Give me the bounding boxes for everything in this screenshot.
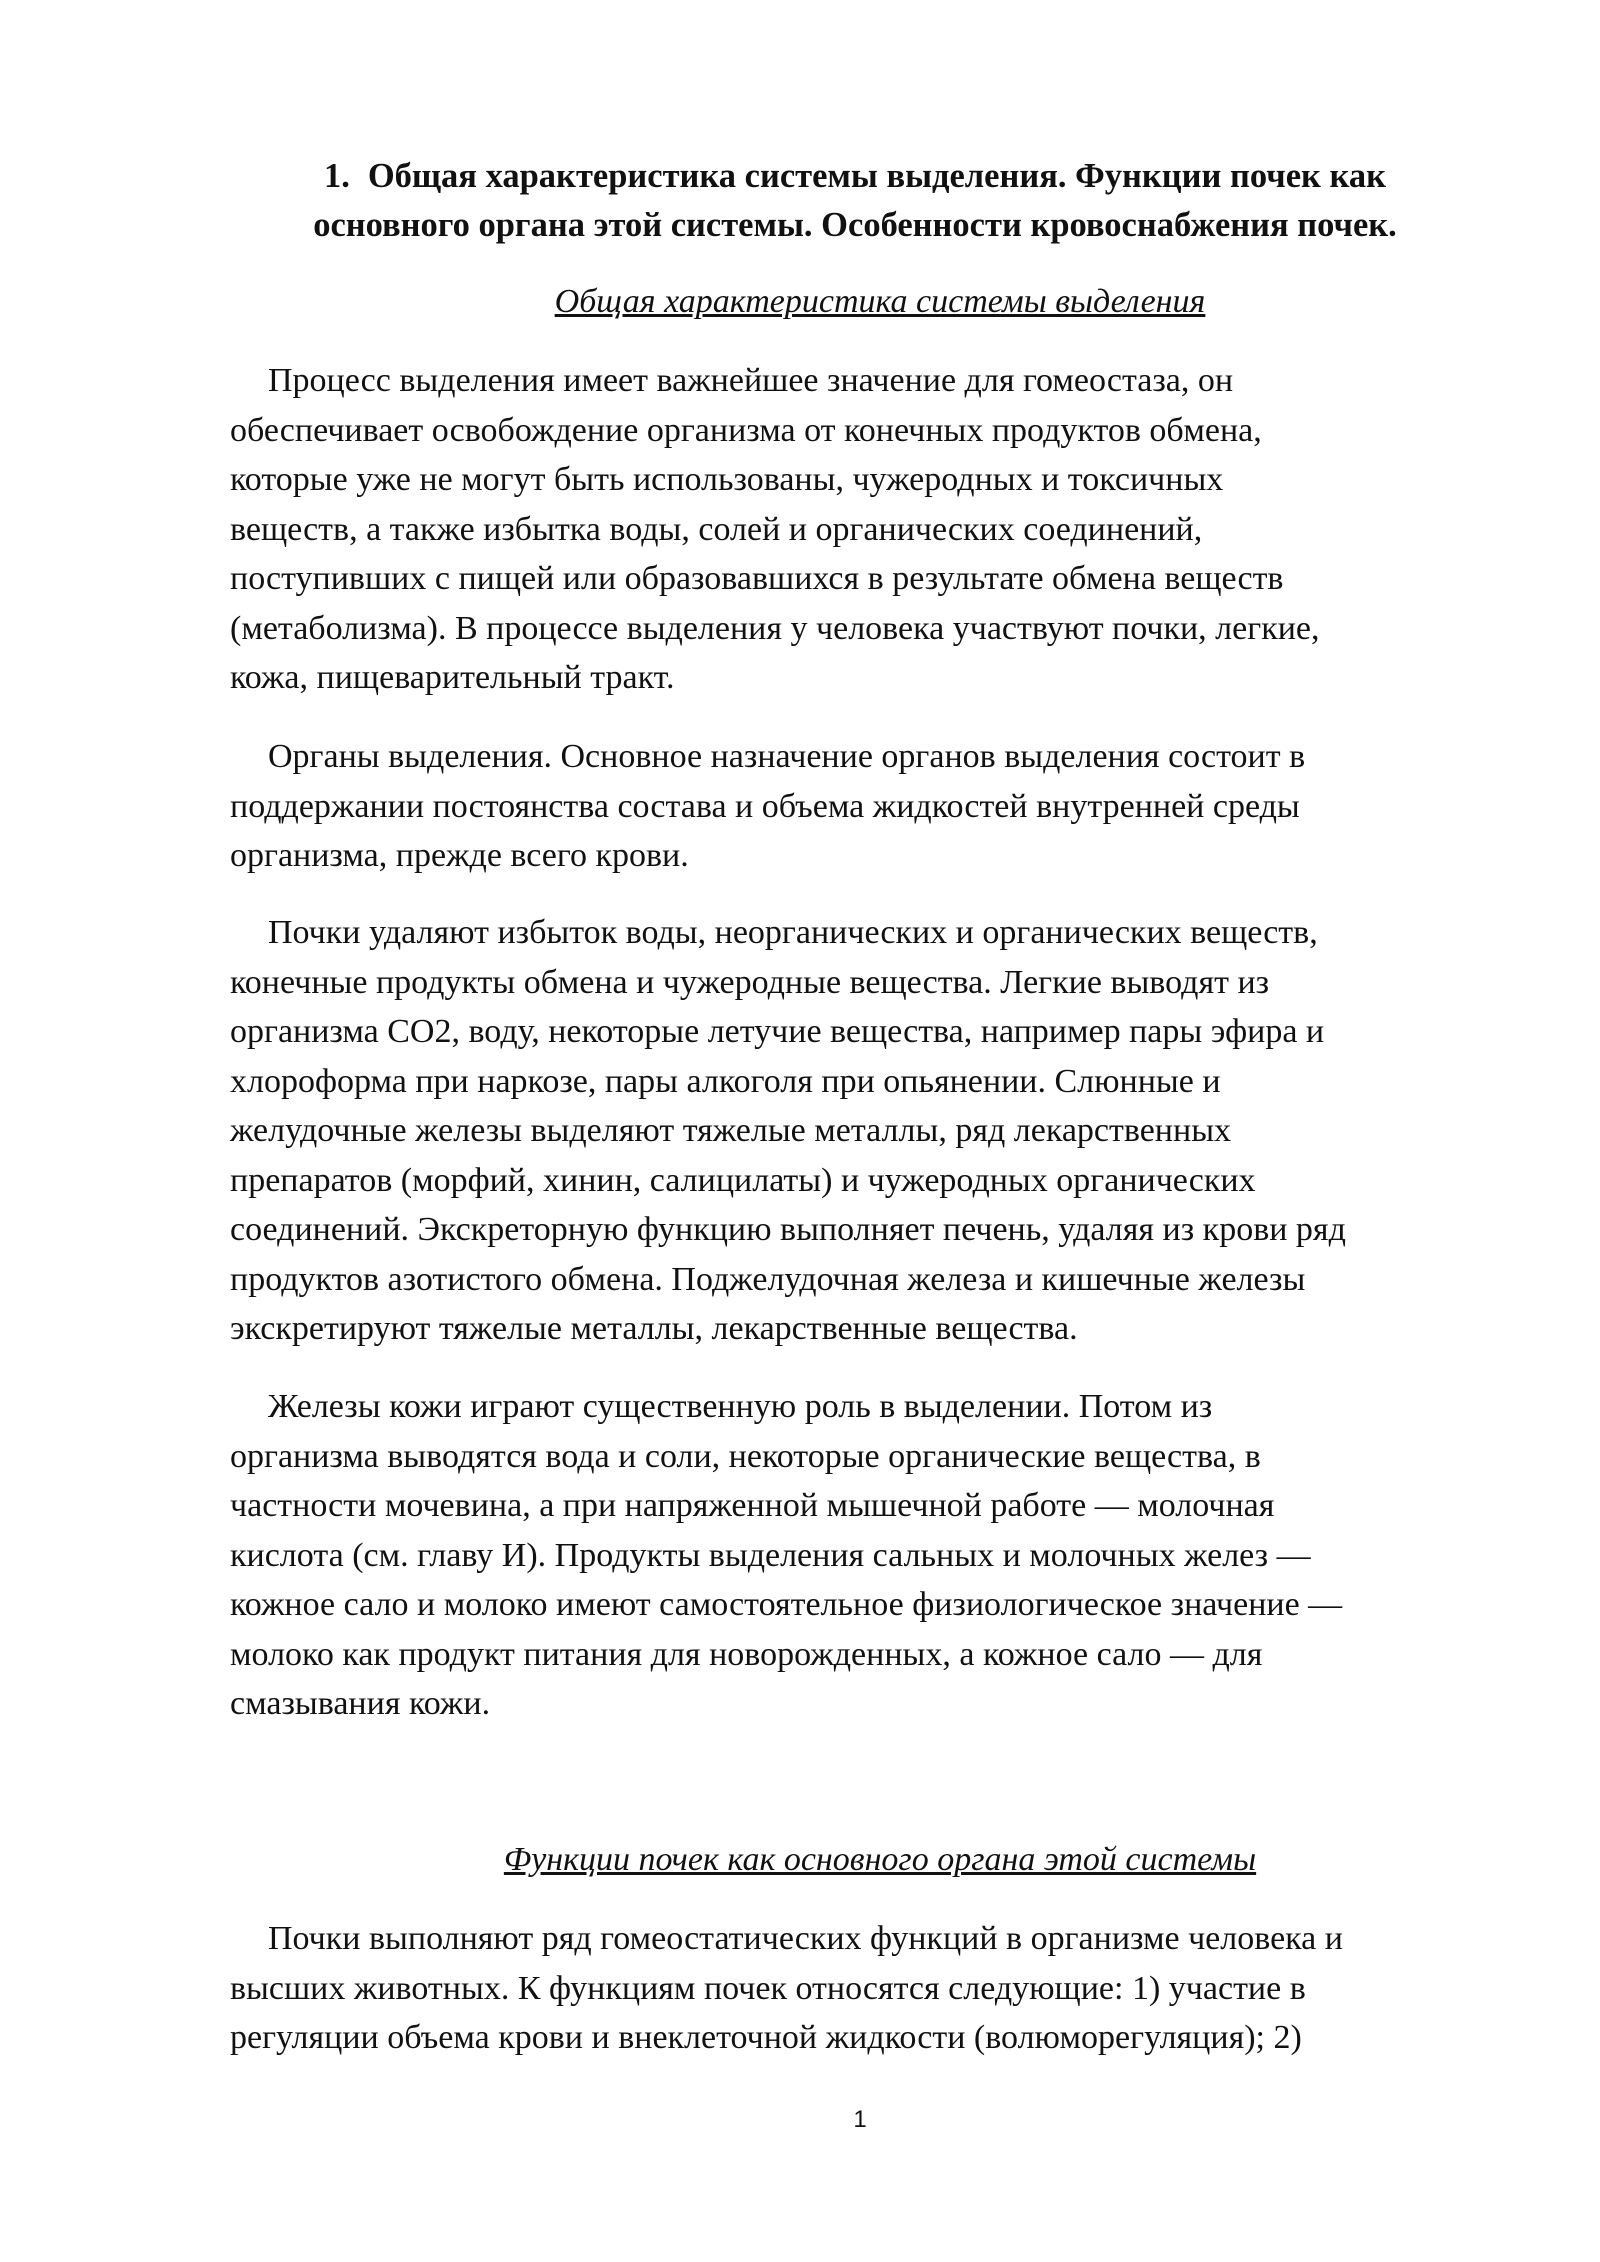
- section-2-title: Функции почек как основного органа этой системы: [503, 1841, 1257, 1878]
- paragraph-skin-glands: Железы кожи играют существенную роль в выделении. Потом из организма выводятся вода и соли, некоторые органические вещества, в частности мочевина, а при напряженной мышечной работе — молочная кислота (см. главу И). Продукты выделения сальных и молочных желез — кожное сало и молоко имеют самостоятельное физиологическое значение — молоко как продукт питания для новорожденных, а кожное сало — для смазывания кожи.: [230, 1388, 1343, 1722]
- paragraph-kidneys-lungs-glands: Почки удаляют избыток воды, неорганических и органических веществ, конечные продукты обмена и чужеродные вещества. Легкие выводят из организма СО2, воду, некоторые летучие вещества, например пары эфира и хлороформа при наркозе, пары алкоголя при опьянении. Слюнные и желудочные железы выделяют тяжелые металлы, ряд лекарственных препаратов (морфий, хинин, салицилаты) и чужеродных органических соединений. Экскреторную функцию выполняет печень, удаляя из крови ряд продуктов азотистого обмена. Поджелудочная железа и кишечные железы экскретируют тяжелые металлы, лекарственные вещества.: [230, 914, 1346, 1347]
- paragraph-kidney-functions: Почки выполняют ряд гомеостатических функций в организме человека и высших животных. К функциям почек относятся следующие: 1) участие в регуляции объема крови и внеклеточной жидкости (волюморегуляция); 2): [230, 1920, 1343, 2056]
- document-heading: [230, 152, 1480, 250]
- heading-number: 1.: [323, 157, 350, 195]
- paragraph-excretion-process: Процесс выделения имеет важнейшее значение для гомеостаза, он обеспечивает освобождение организма от конечных продуктов обмена, которые уже не могут быть использованы, чужеродных и токсичных веществ, а также избытка воды, солей и органических соединений, поступивших с пищей или образовавшихся в результате обмена веществ (метаболизма). В процессе выделения у человека участвуют почки, легкие, кожа, пищеварительный тракт.: [230, 362, 1320, 696]
- heading-line-1-text: Общая характеристика системы выделения. Функции почек как: [367, 157, 1387, 195]
- page-number: 1: [853, 2106, 867, 2133]
- section-1-title: Общая характеристика системы выделения: [554, 283, 1206, 320]
- paragraph-excretory-organs: Органы выделения. Основное назначение органов выделения состоит в поддержании постоянства состава и объема жидкостей внутренней среды организма, прежде всего крови.: [230, 738, 1306, 874]
- heading-line-2: основного органа этой системы. Особенности кровоснабжения почек.: [313, 206, 1397, 244]
- heading-line-1: [230, 152, 1480, 201]
